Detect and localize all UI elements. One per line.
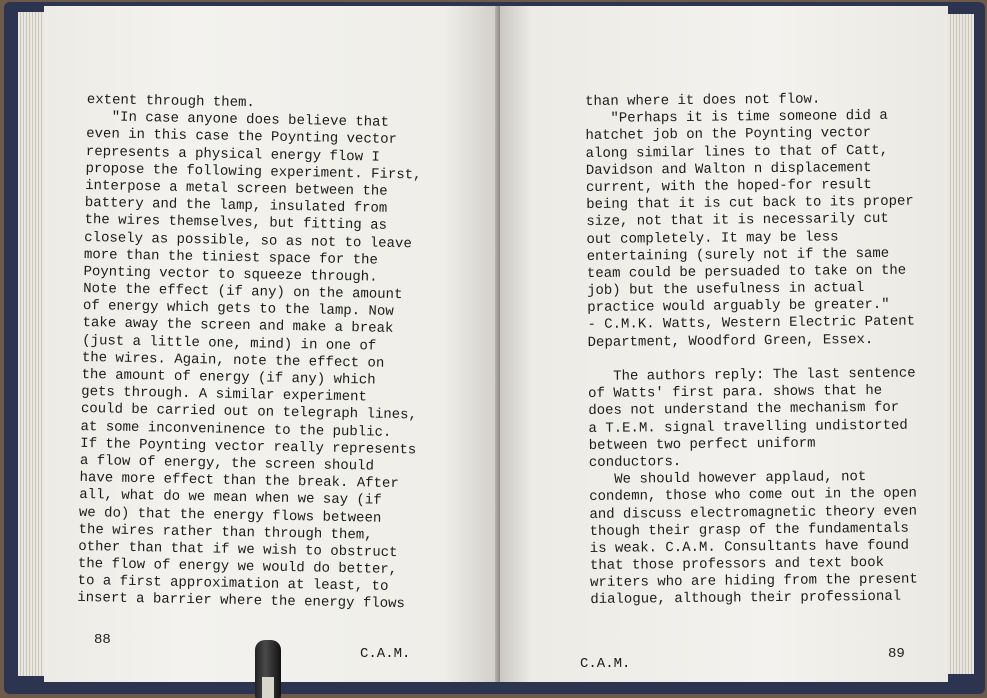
text-line: to a first approximation at least, to [77,573,389,596]
text-line: insert a barrier where the energy flows [77,590,406,613]
text-line: than where it does not flow. [585,91,821,110]
text-line: If the Poynting vector really represents [80,435,417,459]
text-line: other than that if we wish to obstruct [78,538,398,561]
text-line: dialogue, although their professional [590,589,902,609]
text-line: conductors. [588,453,682,471]
text-line: job) but the usefulness in actual [586,280,865,300]
text-line: is weak. C.A.M. Consultants have found [589,537,910,557]
text-line: propose the following experiment. First, [85,160,422,184]
text-line: Davidson and Walton n displacement [585,159,872,179]
text-line: hatchet job on the Poynting vector [585,125,872,145]
text-line: condemn, those who come out in the open [589,485,917,506]
text-line: gets through. A similar experiment [81,384,367,406]
text-line: have more effect than the break. After [79,470,399,493]
text-line: size, not that it is necessarily cut [586,211,889,231]
text-line: more than the tiniest space for the [83,246,379,269]
text-line: the flow of energy we would do better, [77,555,398,579]
text-line: current, with the hoped-for result [585,176,872,196]
text-line: being that it is cut back to its proper [586,193,914,214]
text-line: practice would arguably be greater." [587,297,890,317]
text-line: "Perhaps it is time someone did a [585,108,888,128]
text-line: of energy which gets to the lamp. Now [82,298,394,321]
text-line: even in this case the Poynting vector [86,126,398,149]
text-line: writers who are hiding from the present [590,571,918,592]
text-line: the wires. Again, note the effect on [81,349,385,372]
text-line: We should however applaud, not [588,469,867,489]
text-line: along similar lines to that of Catt, [585,142,889,162]
text-line: a flow of energy, the screen should [79,452,375,475]
text-line: interpose a metal screen between the [85,177,388,200]
page-clip-tip [262,677,274,698]
text-line: Poynting vector to squeeze through. [83,263,378,286]
text-line: team could be persuaded to take on the [586,262,907,282]
text-line: - C.M.K. Watts, Western Electric Patent [587,313,916,334]
text-line: a T.E.M. signal travelling undistorted [588,417,908,437]
text-line: does not understand the mechanism for [588,400,900,420]
text-line: battery and the lamp, insulated from [84,195,388,217]
text-line: extent through them. [86,92,256,112]
text-line: though their grasp of the fundamentals [589,520,909,540]
left-page-footer: C.A.M. [360,646,411,662]
text-line: of Watts' first para. shows that he [588,383,883,403]
text-line: the amount of energy (if any) which [81,366,376,389]
right-page [500,6,948,682]
text-line: that those professors and text book [589,554,885,575]
text-line: "In case anyone does believe that [86,109,390,131]
left-page [44,6,499,682]
text-line: represents a physical energy flow I [85,143,381,166]
text-line: we do) that the energy flows between [78,504,382,527]
text-line: all, what do we mean when we say (if [79,487,382,510]
text-line: out completely. It may be less [586,228,839,248]
text-line: the wires themselves, but fitting as [84,212,388,235]
left-page-text [77,92,423,614]
right-page-text [585,91,918,610]
text-line: Note the effect (if any) on the amount [83,281,403,304]
right-page-footer: C.A.M. [580,656,631,672]
text-line: and discuss electromagnetic theory even [589,503,918,523]
text-line: between two perfect uniform [588,435,816,454]
text-line: Department, Woodford Green, Essex. [587,331,874,351]
text-line: could be carried out on telegraph lines, [80,401,418,424]
text-line: the wires rather than through them, [78,521,373,544]
left-page-number: 88 [94,632,111,648]
page-edges-right [944,14,974,674]
text-line: closely as possible, so as not to leave [84,229,412,252]
right-page-number: 89 [888,646,905,662]
text-line: at some inconveninence to the public. [80,418,392,441]
text-line: The authors reply: The last sentence [587,365,916,385]
text-line: take away the screen and make a break [82,315,394,338]
text-line: (just a little one, mind) in one of [82,332,377,355]
text-line: entertaining (surely not if the same [586,245,890,265]
